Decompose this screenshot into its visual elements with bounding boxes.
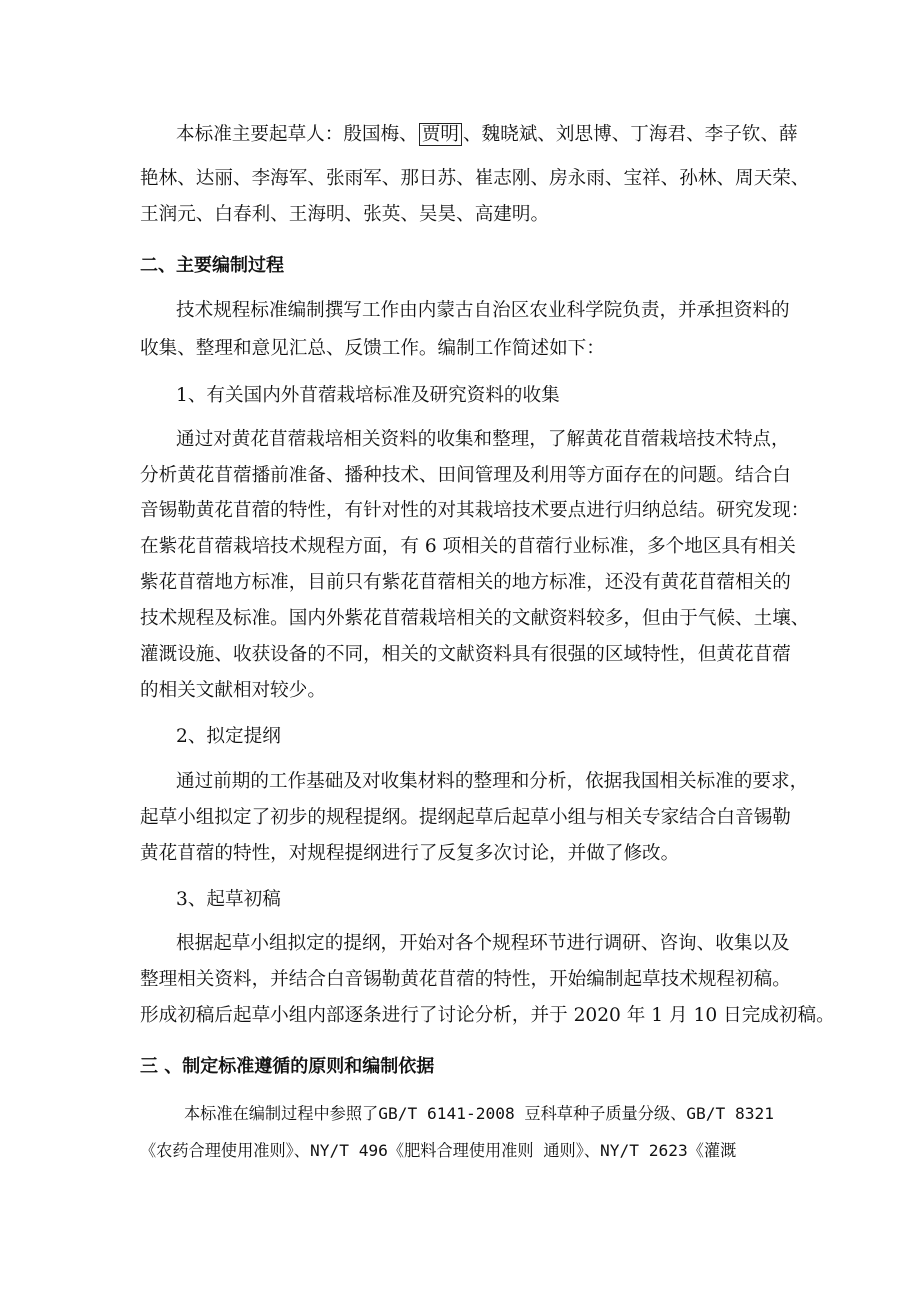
section2-intro-line-2: 收集、整理和意见汇总、反馈工作。编制工作简述如下： (140, 338, 605, 359)
sub3-line: 整理相关资料，并结合白音锡勒黄花苜蓿的特性，开始编制起草技术规程初稿。 (140, 969, 791, 990)
section-heading-2: 二、主要编制过程 (140, 255, 284, 276)
sub1-line: 通过对黄花苜蓿栽培相关资料的收集和整理，了解黄花苜蓿栽培技术特点， (176, 429, 790, 450)
drafters-line-2: 艳林、达丽、李海军、张雨军、那日苏、崔志刚、房永雨、宝祥、孙林、周天荣、 (140, 168, 810, 189)
sub1-line: 分析黄花苜蓿播前准备、播种技术、田间管理及利用等方面存在的问题。结合白 (140, 465, 791, 486)
section2-intro-line-1: 技术规程标准编制撰写工作由内蒙古自治区农业科学院负责，并承担资料的 (176, 300, 790, 321)
drafters-line-3: 王润元、白春利、王海明、张英、吴昊、高建明。 (140, 204, 550, 225)
sub1-line: 在紫花苜蓿栽培技术规程方面，有 6 项相关的苜蓿行业标准，多个地区具有相关 (140, 536, 796, 557)
sub3-line: 根据起草小组拟定的提纲，开始对各个规程环节进行调研、咨询、收集以及 (176, 933, 790, 954)
section3-line-1: 本标准在编制过程中参照了GB/T 6141-2008 豆科草种子质量分级、GB/T 8321 (184, 1104, 775, 1123)
sub1-line: 灌溉设施、收获设备的不同，相关的文献资料具有很强的区域特性，但黄花苜蓿 (140, 644, 791, 665)
sub3-line: 形成初稿后起草小组内部逐条进行了讨论分析，并于 2020 年 1 月 10 日完成初稿。 (140, 1005, 835, 1026)
drafters-rest: 、魏晓斌、刘思博、丁海君、李子钦、薛 (462, 124, 798, 145)
sub1-line: 技术规程及标准。国内外紫花苜蓿栽培相关的文献资料较多，但由于气候、土壤、 (140, 608, 810, 629)
sub2-line: 通过前期的工作基础及对收集材料的整理和分析，依据我国相关标准的要求， (176, 771, 809, 792)
section-heading-3: 三 、制定标准遵循的原则和编制依据 (140, 1056, 435, 1077)
drafters-prefix: 本标准主要起草人：殷国梅、 (176, 124, 418, 145)
subsection-title-2: 2、拟定提纲 (176, 726, 281, 747)
sub1-line: 音锡勒黄花苜蓿的特性，有针对性的对其栽培技术要点进行归纳总结。研究发现： (140, 500, 810, 521)
boxed-drafter-name: 贾明 (419, 123, 462, 146)
subsection-title-3: 3、起草初稿 (176, 889, 281, 910)
subsection-title-1: 1、有关国内外苜蓿栽培标准及研究资料的收集 (176, 385, 560, 406)
sub1-line: 的相关文献相对较少。 (140, 680, 326, 701)
drafters-line-1 (176, 123, 798, 147)
sub2-line: 黄花苜蓿的特性，对规程提纲进行了反复多次讨论，并做了修改。 (140, 843, 680, 864)
sub2-line: 起草小组拟定了初步的规程提纲。提纲起草后起草小组与相关专家结合白音锡勒 (140, 807, 791, 828)
section3-line-2: 《农药合理使用准则》、NY/T 496《肥料合理使用准则 通则》、NY/T 2623《灌溉 (140, 1141, 737, 1160)
sub1-line: 紫花苜蓿地方标准，目前只有紫花苜蓿相关的地方标准，还没有黄花苜蓿相关的 (140, 572, 791, 593)
